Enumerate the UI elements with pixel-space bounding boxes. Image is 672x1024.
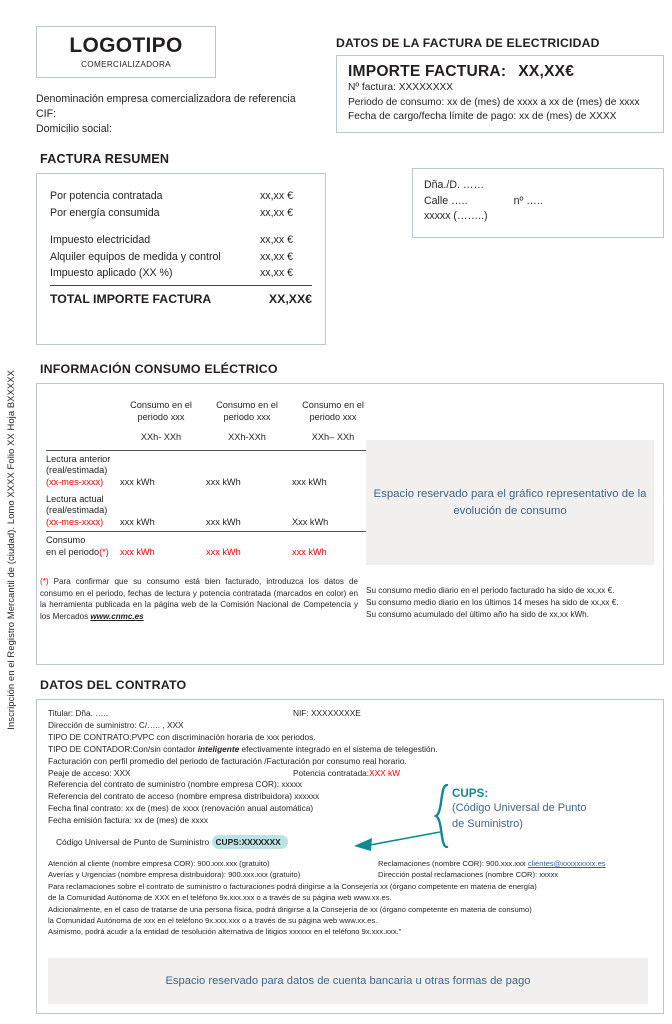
cell-lectura-anterior-3: xxx kWh [290,450,376,491]
company-name: Denominación empresa comercializadora de referencia [36,93,296,105]
cliente-nombre: Dña./D. …… [424,179,485,191]
table-row [50,232,312,249]
table-row [50,205,312,222]
cell-lectura-actual-1: xxx kWh [120,516,155,527]
resumen-value: xx,xx € [260,267,293,279]
resumen-value: xx,xx € [260,190,293,202]
table-row [50,249,312,266]
contrato-fecha-final: Fecha final contrato: xx de (mes) de xxxx (renovación anual automática) [48,803,314,814]
cups-callout-desc-line1: (Código Universal de Punto [452,802,587,814]
cell-lectura-actual-2: xxx kWh [206,516,241,527]
reclamaciones-email[interactable]: clientes@xxxxxxxxx.es [527,859,606,868]
resumen-label: Impuesto aplicado (XX %) [50,267,173,279]
logo-title: LOGOTIPO [69,34,183,57]
column-header-line1: Consumo en el [130,400,192,410]
section-title-datos-factura: DATOS DE LA FACTURA DE ELECTRICIDAD [336,36,600,50]
grafico-placeholder-box [366,440,654,565]
row-label-date: (xx-mes-xxxx) [46,476,104,487]
potencia-label: Potencia contratada: [293,767,370,778]
row-label-footnote-marker: (*) [99,546,109,557]
contrato-nif: NIF: XXXXXXXXE [293,708,361,718]
factura-resumen-content [50,188,312,306]
column-hours-3: XXh– XXh [311,432,355,443]
contrato-ref-suministro: Referencia del contrato de suministro (nombre empresa COR): xxxxx [48,779,303,790]
table-row [46,450,376,491]
reclamaciones-label: Reclamaciones (nombre COR): 900.xxx.xxx [378,859,526,868]
cliente-calle-row [424,194,660,210]
contact-row-1 [48,858,652,869]
importe-factura-headline [348,63,658,81]
cups-arrow-icon [340,828,444,856]
contrato-direccion-suministro: Dirección de suministro: C/….. , XXX [48,719,184,730]
contrato-tipo-contrato: TIPO DE CONTRATO:PVPC con discriminación horaria de xxx periodos. [48,731,316,742]
direccion-postal-reclamaciones: Dirección postal reclamaciones (nombre COR): xxxxx [378,870,559,880]
adicional-info-line1: Adicionalmente, en el caso de tratarse de una persona física, podrá dirigirse a la Consejería de xx (órgano competente en materia de consumo) [48,904,532,914]
consumo-table [46,400,376,561]
logo-box [36,26,216,78]
curly-brace-icon [434,784,450,848]
table-row [46,532,376,561]
reclamaciones-row [378,858,652,869]
header-spacer [46,400,118,425]
hours-spacer [46,425,118,450]
row-label-line1: Lectura anterior [46,453,111,464]
total-row [50,285,312,306]
contrato-titular: Titular: Dña. ….. [48,708,109,718]
contrato-tipo-contador [48,744,468,756]
section-title-factura-resumen: FACTURA RESUMEN [40,152,170,166]
reclamaciones-info-line2: de la Comunidad Autónoma de XXX en el teléfono 9x.xxx.xxx o a través de su página web www.xx.es. [48,893,392,903]
total-label: TOTAL IMPORTE FACTURA [50,291,212,306]
cell-consumo-3: xxx kWh [290,532,376,561]
table-hours-row [46,425,376,450]
cliente-address-content [424,178,660,225]
consumo-footnote [40,576,358,622]
column-header-line1: Consumo en el [302,400,364,410]
contrato-details [48,708,468,827]
row-label-lectura-actual [46,491,118,532]
resumen-label: Alquiler equipos de medida y control [50,250,221,263]
cliente-localidad: xxxxx (……..) [424,210,488,223]
column-hours-2: XXh-XXh [228,432,266,443]
resumen-label: Impuesto electricidad [50,234,151,246]
contrato-fecha-emision: Fecha emisión factura: xx de (mes) de xxxx [48,815,209,826]
table-row [46,491,376,532]
total-value: XX,XX€ [268,291,312,306]
row-label-line1: Lectura actual [46,494,104,504]
potencia-value: XXX kW [369,767,400,778]
titular-nif-row [48,708,468,720]
section-title-consumo: INFORMACIÓN CONSUMO ELÉCTRICO [40,362,278,376]
table-row [50,188,312,205]
adicional-info-line2: la Comunidad Autónoma de xxx en el teléfono 9x.xxx.xxx o a través de su página web www.xx.es. [48,916,378,926]
importe-label: IMPORTE FACTURA: [348,63,507,80]
row-label-lectura-anterior [46,450,118,491]
fecha-cargo: Fecha de cargo/fecha límite de pago: xx de (mes) de XXXX [348,111,617,123]
cell-lectura-actual-3: Xxx kWh [292,516,329,527]
resumen-label: Por energía consumida [50,206,160,219]
banco-placeholder-box [48,958,648,1004]
resumen-value: xx,xx € [260,206,293,219]
row-label-consumo-periodo [46,532,118,561]
asimismo-info: Asimismo, podrá acudir a la entidad de resolución alternativa de litigios xxxxxx en el teléfono 9x.xxx.xxx.” [48,927,402,937]
contact-row-2 [48,869,652,880]
contrato-facturacion: Facturación con perfil promedio del periodo de facturación /Facturación por consumo real horario. [48,755,407,766]
column-hours-1: XXh- XXh [140,432,182,443]
periodo-consumo: Periodo de consumo: xx de (mes) de xxxx a xx de (mes) de xxxx [348,96,640,108]
importe-factura-content [348,63,658,125]
consumo-medios-block [366,585,658,620]
table-row [50,265,312,282]
importe-amount: XX,XX€ [518,63,575,80]
section-title-contrato: DATOS DEL CONTRATO [40,678,187,692]
resumen-value: xx,xx € [260,234,293,246]
contador-emphasis: inteligente [197,743,240,754]
reclamaciones-info-line1: Para reclamaciones sobre el contrato de suministro o facturaciones podrá dirigirse a la Consejería xx (órgano competente en materia de energía) [48,881,537,891]
averias-urgencias: Averías y Urgencias (nombre empresa distribuidora): 900.xxx.xxx (gratuito) [48,870,301,880]
footnote-marker: (*) [40,577,49,586]
row-label-line2: (real/estimada) [46,465,108,476]
contrato-peaje: Peaje de acceso: XXX [48,767,131,778]
spacer [50,221,312,232]
cups-value-highlight: CUPS:XXXXXXX [212,835,288,849]
company-cif: CIF: [36,108,57,121]
footnote-text: Para confirmar que su consumo está bien facturado, introduzca los datos de consumo en el periodo, fechas de lectura y potencia contratada (marcados en color) en la herramienta publicada en la página web de la Comisión Nacional de Competencia y los Mercados [40,577,358,621]
column-header-periodo-3 [290,400,376,425]
cups-callout [452,786,652,832]
cell-consumo-2: xxx kWh [204,532,290,561]
row-label-line2: (real/estimada) [46,505,108,516]
row-label-date: (xx-mes-xxxx) [46,516,104,527]
cliente-calle: Calle ….. [424,194,468,207]
cups-row [44,834,296,851]
column-header-line2: periodo xxx [309,411,357,422]
cliente-numero: nº ….. [513,194,543,207]
contact-block [48,858,652,938]
banco-placeholder-text: Espacio reservado para datos de cuenta bancaria u otras formas de pago [165,975,531,987]
column-header-line1: Consumo en el [216,400,278,410]
consumo-medio-diario-periodo: Su consumo medio diario en el periodo facturado ha sido de xx,xx €. [366,586,615,595]
cnmc-link[interactable]: www.cnmc.es [90,611,144,621]
cell-consumo-1: xxx kWh [118,532,204,561]
consumo-medio-diario-14-meses: Su consumo medio diario en los últimos 14 meses ha sido de xx,xx €. [366,597,619,607]
contador-suffix: efectivamente integrado en el sistema de telegestión. [239,743,438,754]
contrato-ref-acceso: Referencia del contrato de acceso (nombre empresa distribuidora) xxxxxx [48,791,320,802]
registry-legal-note [0,370,21,730]
column-header-periodo-1 [118,400,204,425]
cups-prefix-label: Código Universal de Punto de Suministro [56,837,210,847]
table-header-row [46,400,376,425]
grafico-placeholder-text: Espacio reservado para el gráfico representativo de la evolución de consumo [373,488,647,517]
column-header-periodo-2 [204,400,290,425]
logo-subtitle: COMERCIALIZADORA [81,60,171,69]
numero-factura: Nº factura: XXXXXXXX [348,82,454,93]
consumo-acumulado-anual: Su consumo acumulado del último año ha sido de xx,xx kWh. [366,609,589,619]
peaje-potencia-row [48,768,468,780]
cups-callout-desc-line2: de Suministro) [452,817,523,830]
column-header-line2: periodo xxx [137,411,185,422]
company-address: Domicilio social: [36,123,112,136]
resumen-value: xx,xx € [260,250,293,263]
company-info [36,92,346,138]
cups-callout-title: CUPS: [452,787,489,800]
cell-lectura-anterior-2: xxx kWh [204,450,290,491]
row-label-line2: en el periodo [46,546,100,557]
cell-lectura-anterior-1: xxx kWh [118,450,204,491]
row-label-line1: Consumo [46,535,86,546]
column-header-line2: periodo xxx [223,411,271,422]
contador-prefix: TIPO DE CONTADOR:Con/sin contador [48,743,198,754]
registry-legal-note-text: Inscripción en el Registro Mercantil de (ciudad). Lomo XXXX Folio XX Hoja BXXXXX [4,370,16,730]
resumen-label: Por potencia contratada [50,190,163,202]
atencion-cliente: Atención al cliente (nombre empresa COR): 900.xxx.xxx (gratuito) [48,859,270,868]
